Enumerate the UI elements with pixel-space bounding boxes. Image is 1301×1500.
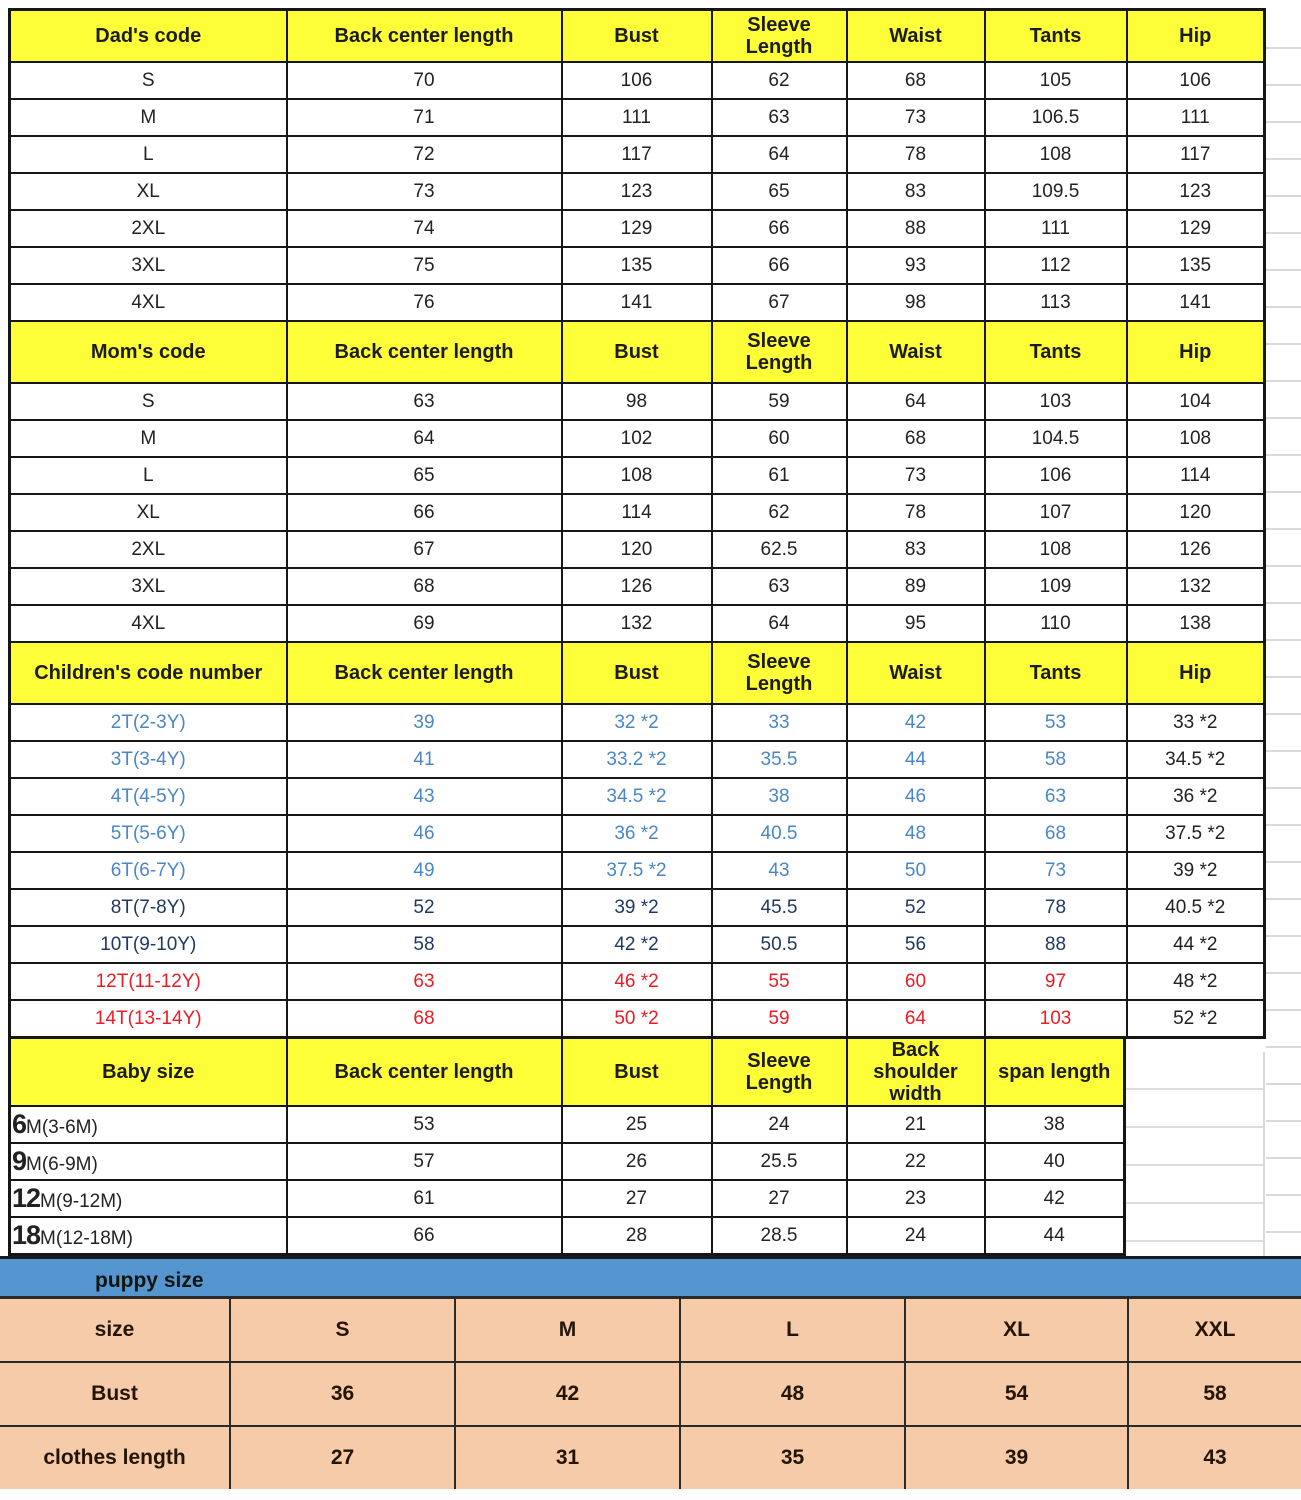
table-cell: 35.5 <box>712 741 847 778</box>
size-tables <box>8 8 1266 1256</box>
table-cell: 123 <box>1127 173 1265 210</box>
table-cell: 64 <box>712 605 847 642</box>
table-cell: 39 <box>287 704 562 741</box>
table-row <box>10 1180 1125 1217</box>
table-cell: 78 <box>847 136 985 173</box>
table-cell: 59 <box>712 1000 847 1038</box>
table-cell: 58 <box>1128 1362 1301 1426</box>
baby-header <box>10 1038 1125 1107</box>
table-cell: 63 <box>712 99 847 136</box>
table-cell: 78 <box>847 494 985 531</box>
table-cell: 63 <box>985 778 1127 815</box>
table-cell: 36 *2 <box>1127 778 1265 815</box>
table-cell: 10T(9-10Y) <box>10 926 287 963</box>
table-cell <box>10 1106 287 1143</box>
table-cell: 114 <box>1127 457 1265 494</box>
table-cell <box>10 1217 287 1255</box>
table-cell: 2T(2-3Y) <box>10 704 287 741</box>
table-cell <box>10 1180 287 1217</box>
table-cell: 102 <box>562 420 712 457</box>
table-cell: 73 <box>985 852 1127 889</box>
table-cell: 106 <box>562 62 712 99</box>
children-rows <box>10 704 1265 1038</box>
table-cell-text: 18 <box>12 1220 41 1250</box>
table-cell: 12T(11-12Y) <box>10 963 287 1000</box>
table-cell: 74 <box>287 210 562 247</box>
baby-rows <box>10 1106 1125 1255</box>
table-row <box>10 605 1265 642</box>
table-cell: 123 <box>562 173 712 210</box>
table-cell: XL <box>905 1299 1128 1362</box>
table-row <box>10 1000 1265 1038</box>
table-cell: 73 <box>287 173 562 210</box>
table-cell: 14T(13-14Y) <box>10 1000 287 1038</box>
table-cell: 109.5 <box>985 173 1127 210</box>
table-cell: 42 <box>847 704 985 741</box>
table-cell: 37.5 *2 <box>1127 815 1265 852</box>
table-cell: M <box>10 420 287 457</box>
table-row <box>10 247 1265 284</box>
children-sleeve-length-header: Sleeve Length <box>712 642 847 704</box>
table-cell: 117 <box>1127 136 1265 173</box>
table-cell: 40.5 <box>712 815 847 852</box>
table-cell: 4XL <box>10 605 287 642</box>
table-cell: 57 <box>287 1143 562 1180</box>
table-cell: 69 <box>287 605 562 642</box>
table-row <box>10 383 1265 420</box>
table-cell: 28.5 <box>712 1217 847 1255</box>
dad-code-header: Dad's code <box>10 10 287 63</box>
table-cell: 73 <box>847 457 985 494</box>
table-cell: 31 <box>455 1426 680 1489</box>
table-cell: 48 *2 <box>1127 963 1265 1000</box>
table-row <box>10 963 1265 1000</box>
table-cell: 63 <box>712 568 847 605</box>
dad-header <box>10 10 1265 63</box>
dad-back-center-length-header: Back center length <box>287 10 562 63</box>
table-cell: 59 <box>712 383 847 420</box>
table-cell: XXL <box>1128 1299 1301 1362</box>
table-cell: 39 <box>905 1426 1128 1489</box>
table-cell: 25.5 <box>712 1143 847 1180</box>
table-cell: 50.5 <box>712 926 847 963</box>
baby-size-header: Baby size <box>10 1038 287 1107</box>
children-back-center-length-header: Back center length <box>287 642 562 704</box>
mom-bust-header: Bust <box>562 321 712 383</box>
table-cell: 22 <box>847 1143 985 1180</box>
baby-bust-header: Bust <box>562 1038 712 1107</box>
table-cell: 39 *2 <box>562 889 712 926</box>
table-cell: 110 <box>985 605 1127 642</box>
table-cell: 60 <box>847 963 985 1000</box>
table-cell: 38 <box>712 778 847 815</box>
table-cell: 23 <box>847 1180 985 1217</box>
puppy-size-table <box>0 1299 1301 1489</box>
children-hip-header: Hip <box>1127 642 1265 704</box>
table-cell: 83 <box>847 531 985 568</box>
table-cell: 105 <box>985 62 1127 99</box>
table-cell: 135 <box>562 247 712 284</box>
table-cell: 43 <box>712 852 847 889</box>
table-cell: 24 <box>712 1106 847 1143</box>
table-cell: S <box>10 62 287 99</box>
table-cell: 33 <box>712 704 847 741</box>
table-cell: 42 *2 <box>562 926 712 963</box>
mom-waist-header: Waist <box>847 321 985 383</box>
table-cell: 97 <box>985 963 1127 1000</box>
table-cell: 41 <box>287 741 562 778</box>
table-cell: 53 <box>985 704 1127 741</box>
table-row <box>10 741 1265 778</box>
table-cell: 78 <box>985 889 1127 926</box>
table-cell: 64 <box>847 383 985 420</box>
puppy-size-band-label: puppy size <box>95 1269 204 1292</box>
children-waist-header: Waist <box>847 642 985 704</box>
table-cell: 42 <box>455 1362 680 1426</box>
table-row <box>10 136 1265 173</box>
table-cell: 56 <box>847 926 985 963</box>
table-cell: Bust <box>0 1362 230 1426</box>
table-row <box>10 173 1265 210</box>
table-cell: 68 <box>847 420 985 457</box>
table-cell: 73 <box>847 99 985 136</box>
table-cell: 43 <box>287 778 562 815</box>
table-row <box>10 99 1265 136</box>
table-cell: 98 <box>562 383 712 420</box>
table-cell: 27 <box>562 1180 712 1217</box>
table-cell: 65 <box>287 457 562 494</box>
table-cell: 52 <box>287 889 562 926</box>
table-cell: 53 <box>287 1106 562 1143</box>
table-cell-text: M(9-12M) <box>40 1191 123 1212</box>
table-cell: 132 <box>1127 568 1265 605</box>
spreadsheet-grid-remnant-right <box>1266 12 1301 1256</box>
table-cell: 55 <box>712 963 847 1000</box>
table-cell: 33 *2 <box>1127 704 1265 741</box>
table-cell: 106 <box>985 457 1127 494</box>
table-cell: 43 <box>1128 1426 1301 1489</box>
table-cell: 33.2 *2 <box>562 741 712 778</box>
table-cell: 83 <box>847 173 985 210</box>
table-cell: 107 <box>985 494 1127 531</box>
table-cell: 93 <box>847 247 985 284</box>
table-cell: 76 <box>287 284 562 321</box>
table-row <box>10 568 1265 605</box>
table-cell: 132 <box>562 605 712 642</box>
puppy-rows <box>0 1299 1301 1489</box>
table-cell: L <box>10 136 287 173</box>
table-cell: 4XL <box>10 284 287 321</box>
table-cell: 63 <box>287 383 562 420</box>
table-cell: 50 <box>847 852 985 889</box>
table-cell: 103 <box>985 1000 1127 1038</box>
table-cell: 40 <box>985 1143 1125 1180</box>
table-cell: 111 <box>1127 99 1265 136</box>
table-cell: 113 <box>985 284 1127 321</box>
table-cell: 58 <box>985 741 1127 778</box>
table-cell: 108 <box>985 136 1127 173</box>
table-cell: M <box>455 1299 680 1362</box>
puppy-size-section <box>0 1256 1301 1489</box>
table-cell: 40.5 *2 <box>1127 889 1265 926</box>
table-cell: 58 <box>287 926 562 963</box>
table-cell <box>10 1143 287 1180</box>
mom-header <box>10 321 1265 383</box>
dad-hip-header: Hip <box>1127 10 1265 63</box>
table-cell: L <box>680 1299 905 1362</box>
dad-tants-header: Tants <box>985 10 1127 63</box>
table-row <box>10 778 1265 815</box>
table-cell: 120 <box>562 531 712 568</box>
table-cell: 3XL <box>10 568 287 605</box>
table-cell: 68 <box>985 815 1127 852</box>
table-cell: 8T(7-8Y) <box>10 889 287 926</box>
table-cell: 106.5 <box>985 99 1127 136</box>
table-cell: 70 <box>287 62 562 99</box>
table-cell: 120 <box>1127 494 1265 531</box>
dad-rows <box>10 62 1265 321</box>
table-cell: 63 <box>287 963 562 1000</box>
family-size-table <box>8 8 1266 1039</box>
table-cell: 60 <box>712 420 847 457</box>
table-cell: 34.5 *2 <box>1127 741 1265 778</box>
table-cell: 65 <box>712 173 847 210</box>
table-cell: 126 <box>562 568 712 605</box>
table-row <box>10 704 1265 741</box>
table-row <box>10 457 1265 494</box>
table-cell: 50 *2 <box>562 1000 712 1038</box>
dad-waist-header: Waist <box>847 10 985 63</box>
table-cell: 42 <box>985 1180 1125 1217</box>
dad-bust-header: Bust <box>562 10 712 63</box>
table-cell: 44 <box>847 741 985 778</box>
table-cell: 62 <box>712 494 847 531</box>
table-cell: XL <box>10 173 287 210</box>
table-cell: 108 <box>985 531 1127 568</box>
table-cell: 36 *2 <box>562 815 712 852</box>
table-cell: 112 <box>985 247 1127 284</box>
table-row <box>10 62 1265 99</box>
table-cell: 117 <box>562 136 712 173</box>
table-row <box>10 926 1265 963</box>
table-cell: 106 <box>1127 62 1265 99</box>
table-cell: 26 <box>562 1143 712 1180</box>
table-cell: 66 <box>287 494 562 531</box>
table-cell: 35 <box>680 1426 905 1489</box>
table-row <box>0 1426 1301 1489</box>
mom-rows <box>10 383 1265 642</box>
table-cell: 129 <box>1127 210 1265 247</box>
table-cell: 5T(5-6Y) <box>10 815 287 852</box>
table-cell: 27 <box>712 1180 847 1217</box>
baby-back-shoulder-width-header: Back shoulder width <box>847 1038 985 1107</box>
table-cell: 48 <box>847 815 985 852</box>
table-cell-text: 12 <box>12 1183 41 1213</box>
dad-sleeve-length-header: Sleeve Length <box>712 10 847 63</box>
table-cell: 54 <box>905 1362 1128 1426</box>
table-cell: 68 <box>847 62 985 99</box>
table-cell: 38 <box>985 1106 1125 1143</box>
table-cell: 45.5 <box>712 889 847 926</box>
table-cell: 21 <box>847 1106 985 1143</box>
table-cell: 72 <box>287 136 562 173</box>
children-tants-header: Tants <box>985 642 1127 704</box>
table-cell: 66 <box>287 1217 562 1255</box>
table-cell: 103 <box>985 383 1127 420</box>
table-cell: clothes length <box>0 1426 230 1489</box>
table-cell: 48 <box>680 1362 905 1426</box>
table-cell: 3T(3-4Y) <box>10 741 287 778</box>
table-cell: size <box>0 1299 230 1362</box>
table-row <box>0 1299 1301 1362</box>
table-row <box>10 1217 1125 1255</box>
table-cell: 108 <box>1127 420 1265 457</box>
table-cell: 141 <box>1127 284 1265 321</box>
table-cell: 88 <box>847 210 985 247</box>
table-cell: 25 <box>562 1106 712 1143</box>
table-cell: 2XL <box>10 531 287 568</box>
table-cell: 2XL <box>10 210 287 247</box>
table-row <box>10 1143 1125 1180</box>
table-cell: 114 <box>562 494 712 531</box>
table-cell: 39 *2 <box>1127 852 1265 889</box>
table-row <box>10 815 1265 852</box>
table-cell: 67 <box>287 531 562 568</box>
mom-tants-header: Tants <box>985 321 1127 383</box>
table-row <box>10 531 1265 568</box>
table-cell: 27 <box>230 1426 455 1489</box>
table-cell: 129 <box>562 210 712 247</box>
table-cell: 71 <box>287 99 562 136</box>
mom-hip-header: Hip <box>1127 321 1265 383</box>
table-cell: 109 <box>985 568 1127 605</box>
table-cell: 44 <box>985 1217 1125 1255</box>
table-row <box>10 889 1265 926</box>
table-cell: L <box>10 457 287 494</box>
table-cell: 141 <box>562 284 712 321</box>
table-cell: 66 <box>712 210 847 247</box>
baby-back-center-length-header: Back center length <box>287 1038 562 1107</box>
table-cell-text: M(6-9M) <box>26 1154 98 1175</box>
children-bust-header: Bust <box>562 642 712 704</box>
table-cell: 64 <box>712 136 847 173</box>
mom-code-header: Mom's code <box>10 321 287 383</box>
table-cell: S <box>10 383 287 420</box>
table-cell: M <box>10 99 287 136</box>
baby-span-length-header: span length <box>985 1038 1125 1107</box>
table-cell: 104 <box>1127 383 1265 420</box>
baby-size-table <box>8 1036 1126 1256</box>
table-cell: 135 <box>1127 247 1265 284</box>
table-cell: 64 <box>287 420 562 457</box>
table-cell-text: M(3-6M) <box>26 1117 98 1138</box>
table-row <box>10 210 1265 247</box>
table-cell: 46 <box>287 815 562 852</box>
table-cell: 68 <box>287 1000 562 1038</box>
table-cell-text: M(12-18M) <box>40 1228 133 1249</box>
table-row <box>10 852 1265 889</box>
table-cell: 4T(4-5Y) <box>10 778 287 815</box>
children-header <box>10 642 1265 704</box>
table-cell: 3XL <box>10 247 287 284</box>
table-cell: 37.5 *2 <box>562 852 712 889</box>
table-cell: 64 <box>847 1000 985 1038</box>
table-cell: 138 <box>1127 605 1265 642</box>
table-cell-text: 6 <box>12 1109 27 1139</box>
table-cell: 111 <box>562 99 712 136</box>
table-cell: 95 <box>847 605 985 642</box>
table-row <box>10 420 1265 457</box>
table-row <box>10 284 1265 321</box>
table-row <box>10 494 1265 531</box>
table-cell: 32 *2 <box>562 704 712 741</box>
mom-back-center-length-header: Back center length <box>287 321 562 383</box>
table-cell: 62.5 <box>712 531 847 568</box>
table-row <box>10 1106 1125 1143</box>
table-cell: 49 <box>287 852 562 889</box>
table-cell: 52 *2 <box>1127 1000 1265 1038</box>
table-cell: 62 <box>712 62 847 99</box>
table-cell: 44 *2 <box>1127 926 1265 963</box>
table-cell: S <box>230 1299 455 1362</box>
table-cell: 104.5 <box>985 420 1127 457</box>
table-cell: 6T(6-7Y) <box>10 852 287 889</box>
table-cell: 46 <box>847 778 985 815</box>
table-cell-text: 9 <box>12 1146 27 1176</box>
table-cell: 75 <box>287 247 562 284</box>
table-cell: 28 <box>562 1217 712 1255</box>
table-cell: 89 <box>847 568 985 605</box>
table-cell: 88 <box>985 926 1127 963</box>
table-cell: 46 *2 <box>562 963 712 1000</box>
baby-sleeve-length-header: Sleeve Length <box>712 1038 847 1107</box>
table-cell: XL <box>10 494 287 531</box>
table-cell: 111 <box>985 210 1127 247</box>
table-cell: 24 <box>847 1217 985 1255</box>
table-cell: 67 <box>712 284 847 321</box>
table-cell: 36 <box>230 1362 455 1426</box>
table-cell: 108 <box>562 457 712 494</box>
table-cell: 61 <box>712 457 847 494</box>
table-cell: 98 <box>847 284 985 321</box>
table-cell: 61 <box>287 1180 562 1217</box>
table-cell: 52 <box>847 889 985 926</box>
children-code-header: Children's code number <box>10 642 287 704</box>
table-cell: 68 <box>287 568 562 605</box>
puppy-size-band <box>0 1256 1301 1299</box>
table-cell: 66 <box>712 247 847 284</box>
table-row <box>0 1362 1301 1426</box>
mom-sleeve-length-header: Sleeve Length <box>712 321 847 383</box>
table-cell: 126 <box>1127 531 1265 568</box>
table-cell: 34.5 *2 <box>562 778 712 815</box>
